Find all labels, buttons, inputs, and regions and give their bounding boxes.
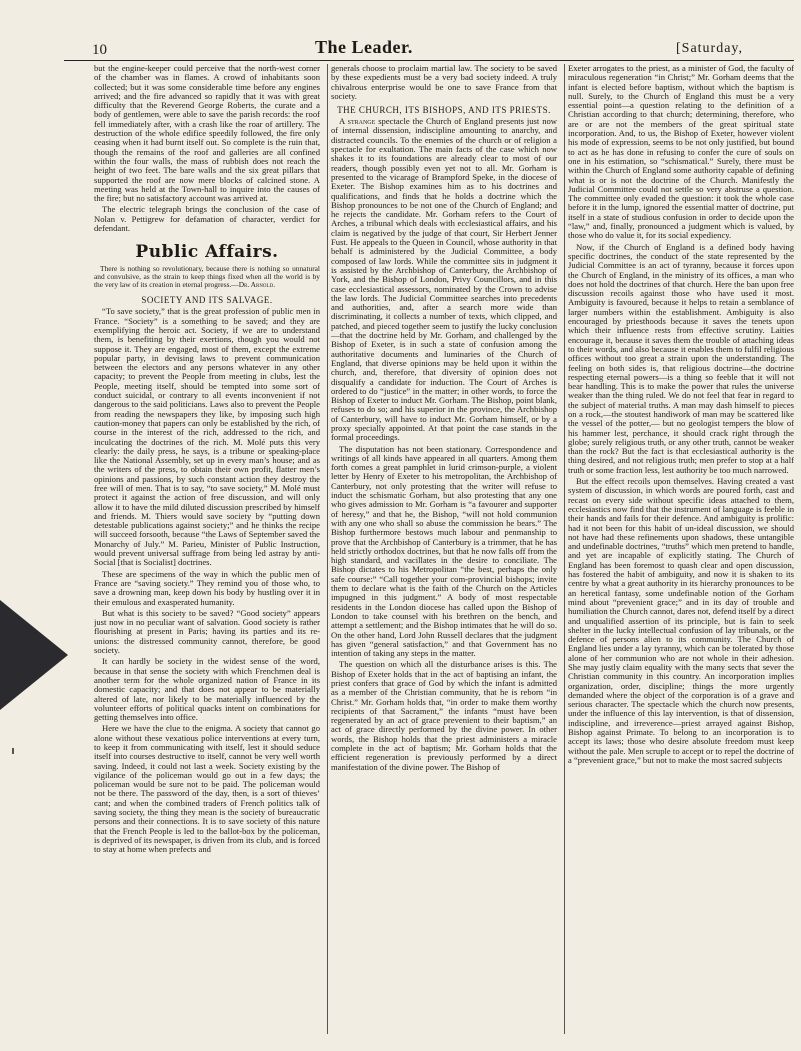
article-paragraph: But what is this society to be saved? “Good society” appears just now in no peculiar want of salvation. Good society is rather flourishing at present in Paris; having its parties and its re-unions: the distressed community cannot, therefore, be good society.	[94, 607, 320, 656]
column-right	[568, 64, 794, 1039]
lead-words: A strange	[339, 116, 376, 127]
masthead-title: The Leader.	[315, 37, 413, 57]
column-divider	[564, 64, 565, 1034]
article-paragraph	[331, 117, 557, 442]
fire-report-paragraph: but the engine-keeper could perceive that the north-west corner of the chamber was in flames. A crowd of inhabitants soon collected; but it was some considerable time before any engines arrived; and the fire advanced so rapidly that it was with great difficulty that the Reverend George Roberts, the curate and a body of gentlemen, were able to save the parish records: the roof fell immediately after, with a crash like the roar of artillery. The destruction of the whole edifice speedily followed, the fire only ceasing when it had burnt itself out. So complete is the ruin that, though the remains of the roof and galleries are all confined within the four walls, the mass of rubbish does not reach the height of two feet. The bare walls and the six great pillars that supported the roof are now mere blocks of calcined stone. A meeting was held at the Town-hall to inquire into the causes of the fire; but no satisfactory account was arrived at.	[94, 64, 320, 204]
article-paragraph: The question on which all the disturbance arises is this. The Bishop of Exeter holds that in the act of baptising an infant, the priest confers that grace of God by which the infant is admitted as a member of the Christian community, that he is reborn “in Christ.” Mr. Gorham holds that, “in order to make them worthy recipients of that Sacrament,” the infants “must have been regenerated by an act of grace prevenient to their baptism,” an act of grace directly performed by the divine power. In other words, the Bishop holds that the priest administers a miracle complete in the act of baptism; Mr. Gorham holds that the efficient regeneration is previously performed by a direct manifestation of the divine power. The Bishop of	[331, 659, 557, 772]
bookmark-tab	[0, 600, 68, 710]
article-paragraph: It can hardly be society in the widest sense of the word, because in that sense the society with which Frenchmen deal is another term for the whole organized nation of France in its domestic capacity; and that does not appear to be materially altered of late, nor likely to be materially influenced by the volunteer efforts of political quacks intent on combinations for getting themselves into office.	[94, 656, 320, 723]
article-paragraph: But the effect recoils upon themselves. Having created a vast system of discussion, in which words are poured forth, cast and recast on every side without specific ideas attached to them, ecclesiastics now find that the instrument of language is feeble in their hands and fails for their defence. And ambiguity is prolific: had it not been for this habit of un-ideal discussion, we should not have had these refinements upon shadows, these untangible and undefinable doctrines, “truths” which men pretend to handle, and yet are incapable of explicitly stating. The Church of England has been foremost to quash clear and open discussion, has fostered the habit of ambiguity, and now it is shaken to its centre by what a great authority in its hierarchy pronounces to be an heretical fantasy, some undefinable notion of the Gorham mind about “prevenient grace;” and in its day of trouble and humiliation the Church cannot, dares not, defend itself by a direct and unqualified assertion of its principle, but is fain to seek shelter in the lucky intellectual confusion of lay tribunals, or the defence of persons alien to its community. The Church of England lies under a lay tyranny, which can be tolerated by those alone of her communion who are not whole in their adhesion. She may justly claim equality with the many sects that sever the Christian community in this country. An incorporation implies organization, order, discipline; things the more urgently demanded where the object of the corporation is of a grave and serious character. The spectacle which the church now presents, under the influence of this lay intervention, is that of dissension, indiscipline, and irreverence—priest arrayed against Bishop, Bishop against Primate. To belong to an incorporation is to accept its laws; those who desire absolute freedom must keep without the pale. Men scruple to accept or to repel the doctrine of a “prevenient grace,” but not to make the most sacred subjects	[568, 476, 794, 765]
article-paragraph: Now, if the Church of England is a defined body having specific doctrines, the conduct of the state represented by the Judicial Committee is an act of tyranny, because it forces upon the Church of England, in the ministry of its offices, a man who does not hold the doctrines of that church. Here the ban upon free discussion recoils against those who have used it most. Ambiguity is favoured, because it helps to retain a semblance of larger numbers within the establishment. Ambiguity is also encouraged by priesthoods because it saves the tenets upon which their influence rests from effective scrutiny. Laities encourage it, because it saves them the trouble of attaching ideas to their words, and also because it enables them to fulfil religious offices without too great a strain upon the understanding. The feeling on both sides is, that religious doctrine—the doctrine respecting eternal powers—is a thing so feeble that it will not bear handling. This is to make the power that rules the universe weaker than the thing ruled. We do not feel that fear in regard to the subject of material truths. A man may dash himself to pieces on a rock,—the stoutest handiwork of man may be scattered like the vessel of the potter,— but no geologist tempers the blow of his hammer lest, perchance, it should crack right through the globe; surely religious truth, or any other truth, cannot be weaker than the rock? But the fact is that ecclesiastical authority is the thing desired, and not religious truth; men prefer to stop at a half truth or some fraction less, lest authority be too much narrowed.	[568, 241, 794, 475]
article-paragraph: Exeter arrogates to the priest, as a minister of God, the faculty of miraculous regeneration “in Christ;” Mr. Gorham deems that the infant is elected before baptism, without which the baptism is null. Surely, to the Church of England this must be a very essential point—a question relating to the definition of a Christian according to that church; determining, therefore, who are or are not the members of the great spiritual state incorporation. And, to us, the Bishop of Exeter, however violent his mode of expression, seems to be not only justified, but bound to act as he has done in refusing to confer the cure of souls on one in his estimation, so “schismatical.” Surely, there must be within the Church of England some authority capable of defining what is or is not the doctrine of the Church. Manifestly the Judicial Committee could not settle so very abstruse a question. The committee only evaded the question: it took the whole case before it in the lump, ignored the essential matter of doctrine, put itself in a state of studious confusion in order to decide upon the “law,” and, finally, pronounced a judgment which is valued, by those who do value it, for its social expediency.	[568, 64, 794, 241]
article-paragraph: These are specimens of the way in which the public men of France are “saving society.” They remind you of those who, to save a drowning man, keep down his body by hustling over it in their emulous and exasperated humanity.	[94, 568, 320, 607]
telegraph-paragraph: The electric telegraph brings the conclusion of the case of Nolan v. Pettigrew for defamation of character, verdict for defendant.	[94, 204, 320, 234]
article-paragraph: Here we have the clue to the enigma. A society that cannot go alone without these vexatious police interventions at every turn, to keep it from communicating with itself, lest it should seduce itself into courses destructive to itself, cannot be very well worth saving. Indeed, it could not last a week. Society existing by the vigilance of the policeman would go out in a few days; the policeman would be sure not to be paid. The policeman would not be there. The password of the day, then, is a sort of thieves’ cant; and when the combined traders of French politics talk of saving society, the thing they mean is the society of bureaucratic persons and their connections. It is to save society of this nature that the French People is led to the ballot-box by the policeman, is deprived of its newspaper, is driven from its club, and is forced to stay at home when prefects and	[94, 723, 320, 855]
paragraph-body: spectacle the Church of England presents just now of internal dissension, indiscipline amounting to anarchy, and distracted councils. To the enemies of the church or of religion a spectacle for exultation. The main facts of the case which now shakes it to its foundations are already clear to most of our readers, though possibly even yet not to all. Mr. Gorham is presented to the vicarage of Brampford Speke, in the diocese of Exeter. The Bishop examines him as to his doctrines and qualifications, and finds that he holds a doctrine which the Bishop pronounces to be not one of the Church of England; and he rejects the candidate. Mr. Gorham refers to the Court of Arches, a tribunal which deals with ecclesiastical affairs, and his claim is negatived by the judge of that court, Sir Herbert Jenner Fust. He appeals to the Queen in Council, whose authority in that behalf is administered by the Judicial Committee, a body composed of law lords. While the committee sits in judgment it is assisted by the Archbishop of Canterbury, the Archbishop of York, and the Bishop of London, Privy Councillors, and in this case ecclesiastical assessors, nominated by the Crown to advise the law lords. The Judicial Committee searches into precedents and authorities, and, after a search more wide than discriminating, it collects a number of texts, which clipped, and patched, and pieced together seem to justify the lucky conclusion—that the doctrine held by Mr. Gorham, and challenged by the Bishop of Exeter, is in such a state of confusion among the authoritative documents and luminaries of the Church of England, that diverse opinions may be held upon it within the church, and, therefore, that diversity of opinion does not disqualify a candidate for induction. The Court of Arches is ordered to do “justice” in the matter; in other words, to force the Bishop of Exeter to induct Mr. Gorham. The Bishop, point blank, refuses to do so; and his superior in the province, the Archbishop of Canterbury, will have to induct Mr. Gorham himself, or by a proxy specially appointed. At that point the case stands in the formal proceedings.	[331, 116, 557, 443]
header-rule	[64, 60, 794, 61]
article-paragraph: The disputation has not been stationary. Correspondence and writings of all kinds have appeared in all quarters. Among them forth comes a great pamphlet in lurid crimson-purple, a violent letter by Henry of Exeter to his metropolitan, the Archbishop of Canterbury, not only protesting that the writer will refuse to induct the schismatic Gorham, but also protesting that any one who gives admission to Mr. Gorham is “a favourer and supporter of heresy,” and that he, the Bishop, “will not hold communion with any one who shall so abuse the commission he bears.” The Bishop furthermore bestows much labour and penmanship to prove that the Archbishop of Canterbury is a trimmer, that he has held strictly orthodox doctrines, but that he now falls off from the high standard, and vacillates in the desire to conciliate. The Bishop dictates to his Metropolitan “the best, perhaps the only safe course:” “Call together your com-provincial bishops; invite them to declare what is the faith of the Church on the Articles impugned in this judgment.” A body of most respectable residents in the London diocese has called upon the Bishop of London to take counsel with his brethren on the bench, and attempt a settlement; and the Bishop intimates that he will do so. On the other hand, Lord John Russell declares that the judgment has given “general satisfaction,” and that Government has no intention of taking any steps in the matter.	[331, 443, 557, 659]
margin-mark	[12, 748, 14, 754]
article-paragraph: generals choose to proclaim martial law. The society to be saved by these expedients must be a very bad society indeed. A truly chivalrous enterprise would be one to save France from that society.	[331, 64, 557, 101]
article-paragraph: “To save society,” that is the great profession of public men in France. “Society” is a something to be saved; and they are exemplifying the heroic act. Society, if we are to understand them, is benefiting by their exertions, though you would not suppose it. They are engaged, most of them, except the extreme popular party, in devising laws to prevent communication between the electors and any persons whatever in any other capacity; to prevent the People from meeting in clubs, lest the People, meeting itself, should be tempted into some sort of conduct suicidal, or contrary to all events inconvenient if not dangerous to the said politicians. Laws also to prevent the People from reading the newspapers they like, by imposing such high caution-money that papers can only be established by the rich, of course in the interest of the rich, addressed to the rich, and inculcating the doctrines of the rich. M. Molé puts this very clearly: the daily press, he says, is a tribune or speaking-place like the National Assembly, set up in every man’s house; and as the writers of the press, to obtain their own profit, flatter men’s opinions and passions, by such constant action they destroy the free will of men. That is to say, “to save society,” M. Molé must protect it against the action of free discussion, and will only allow it to have the mild diluted discussion prescribed by himself and friends. M. Thiers would save society by “putting down detestable publications against society;” and he thinks the recipe will succeed forsooth, because “the Laws of September saved the Monarchy of July.” M. Parieu, Minister of Public Instruction, would prevent universal suffrage from being led astray by anti-Social [that is Socialist] doctrines.	[94, 306, 320, 568]
article-heading: THE CHURCH, ITS BISHOPS, AND ITS PRIESTS.	[337, 105, 551, 116]
motto-attribution: —Dr. Arnold.	[231, 280, 276, 290]
column-left	[94, 64, 320, 1039]
section-motto	[94, 265, 320, 289]
column-divider	[327, 64, 328, 1034]
section-title: Public Affairs.	[135, 242, 279, 263]
article-heading: SOCIETY AND ITS SALVAGE.	[141, 295, 273, 306]
motto-text: There is nothing so revolutionary, because there is nothing so unnatural and convulsive, as the strain to keep things fixed when all the world is by the very law of its creation in eternal progress.	[94, 264, 320, 290]
column-middle	[331, 64, 557, 1039]
dateline: [Saturday,	[676, 41, 744, 56]
page-number: 10	[92, 42, 107, 58]
